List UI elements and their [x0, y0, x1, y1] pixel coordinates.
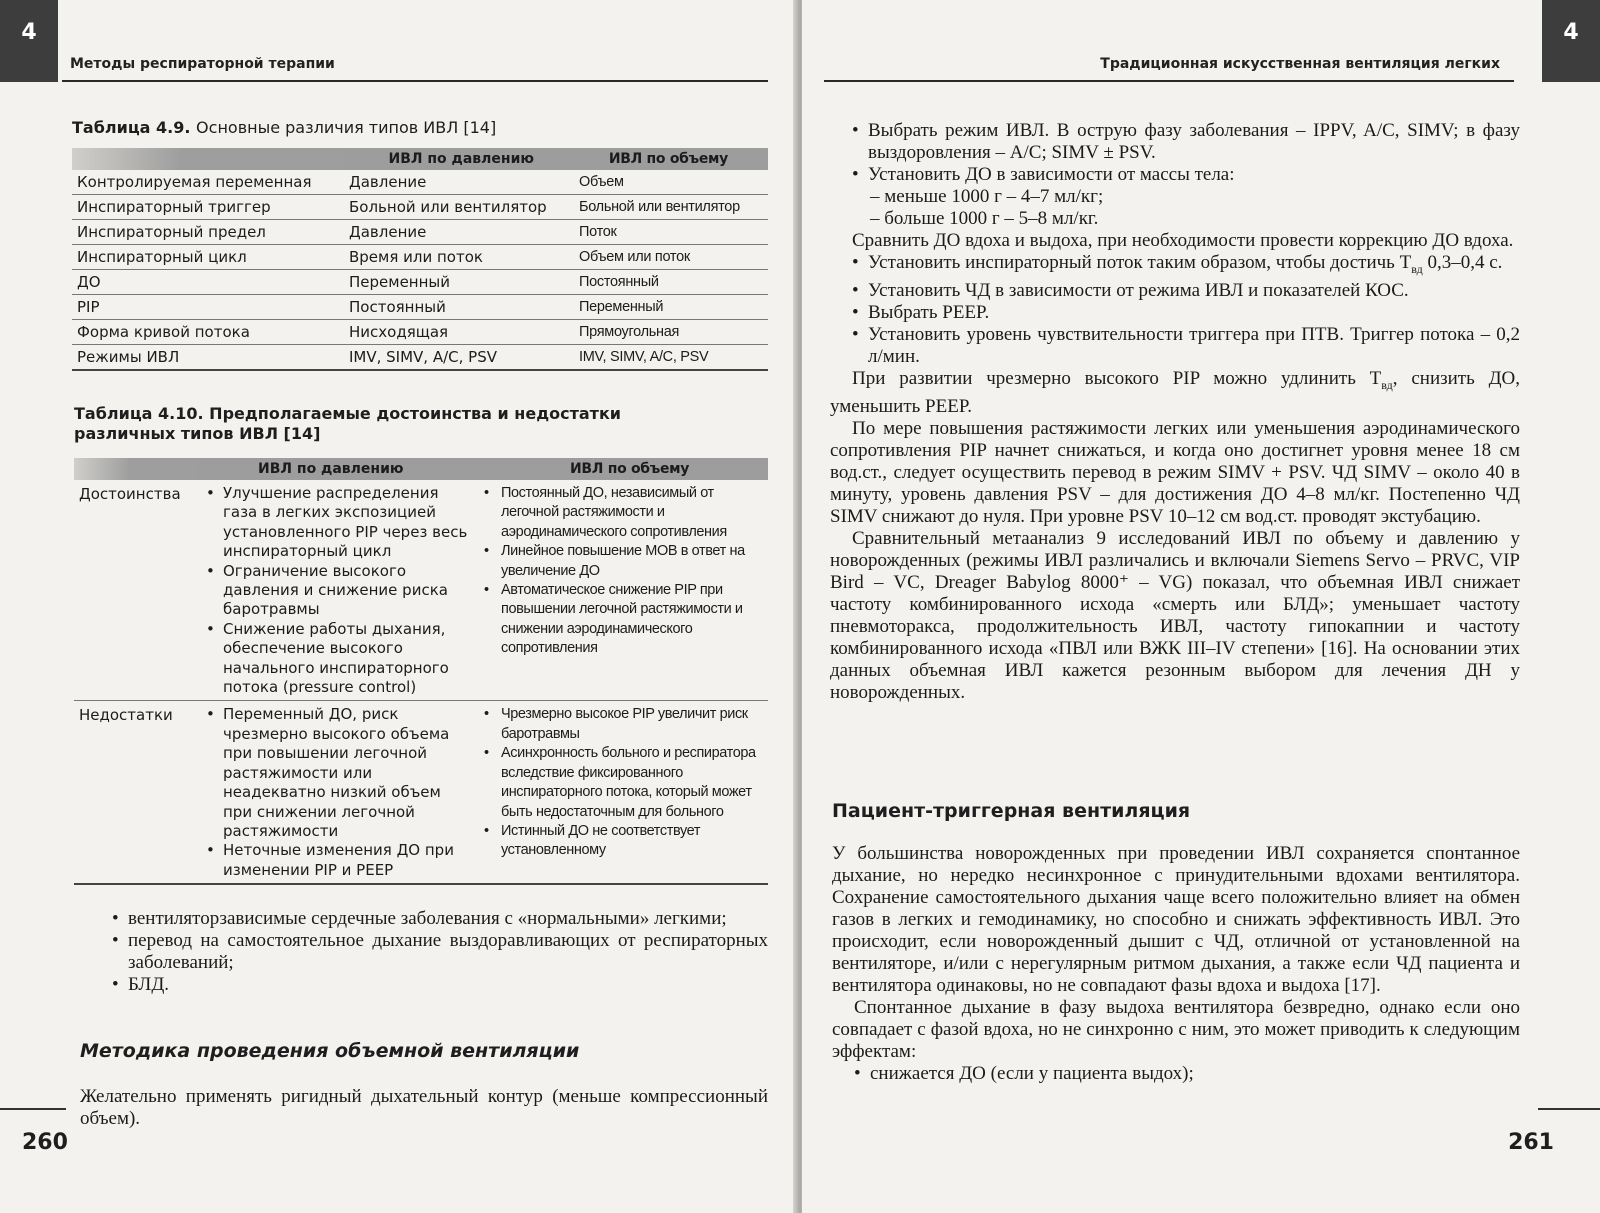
list-item: • Улучшение распределения газа в легких экспозицией установленного PIP через весь инспираторный цикл: [223, 484, 471, 562]
adv-pressure-list: [203, 484, 471, 697]
list-item: • перевод на самостоятельное дыхание выздоравливающих от респираторных заболеваний;: [128, 930, 768, 974]
table-row: Инспираторный триггер Больной или вентилятор Больной или вентилятор: [72, 195, 768, 220]
page-number: 261: [1508, 1130, 1554, 1155]
adv-volume-list: [481, 484, 763, 659]
table-row-disadvantages: [74, 701, 768, 884]
row-label: Достоинства: [79, 485, 181, 503]
right-body-bottom: [832, 843, 1520, 1085]
list-item: • Переменный ДО, риск чрезмерно высокого объема при повышении легочной растяжимости или неадекватно низкий объем при снижении легочной растяжимости: [223, 705, 471, 841]
running-head: Традиционная искусственная вентиляция легких: [1100, 56, 1500, 72]
chapter-number: 4: [21, 20, 37, 45]
table-4-9: [72, 148, 768, 371]
col-header-pressure: ИВЛ по давлению: [198, 458, 476, 480]
section-heading: Методика проведения объемной вентиляции: [80, 1040, 580, 1062]
list-item: • Снижение работы дыхания, обеспечение высокого начального инспираторного потока (pressure control): [223, 620, 471, 698]
table-header-row: [74, 458, 768, 480]
list-item: • БЛД.: [128, 974, 768, 996]
table-title-line2: различных типов ИВЛ [14]: [74, 424, 321, 443]
chapter-number-tab: [0, 0, 58, 82]
footer-rule: [0, 1108, 66, 1110]
table-row: Инспираторный цикл Время или поток Объем или поток: [72, 245, 768, 270]
list-item: • Установить ДО в зависимости от массы тела:: [868, 164, 1520, 186]
list-item: • вентиляторзависимые сердечные заболевания с «нормальными» легкими;: [128, 908, 768, 930]
table-row-advantages: [74, 480, 768, 701]
left-page: [0, 0, 798, 1213]
table-row: ДО Переменный Постоянный: [72, 270, 768, 295]
paragraph: Сравнительный метаанализ 9 исследований ИВЛ по объему и давлению у новорожденных (режимы ИВЛ различались и включали Siemens Servo – PRVC, VIP Bird – VC, Dreager Babylog 8000⁺ – VG) показал, что объемная ИВЛ снижает частоту комбинированного исхода «смерть или БЛД»; уменьшает частоту пневмоторакса, продолжительность ИВЛ, частоту гипокапнии и частоту комбинированного исхода «ПВЛ или ВЖК III–IV степени» [16]. На основании этих данных объемная ИВЛ кажется резонным выбором для лечения ДН у новорожденных.: [830, 527, 1520, 703]
table-row: Инспираторный предел Давление Поток: [72, 220, 768, 245]
dash-item: – меньше 1000 г – 4–7 мл/кг;: [870, 186, 1104, 207]
paragraph: Сравнить ДО вдоха и выдоха, при необходимости провести коррекцию ДО вдоха.: [852, 230, 1514, 251]
table-4-9-caption: [72, 118, 496, 138]
dis-pressure-list: [203, 705, 471, 880]
footer-rule: [1538, 1108, 1600, 1110]
paragraph: По мере повышения растяжимости легких или уменьшения аэродинамического сопротивления PIP начнет снижаться, и когда оно достигнет уровня менее 18 см вод.ст., следует осуществить перевод в режим SIMV + PSV. ЧД SIMV – около 40 в минуту, уровень давления PSV – для достижения ДО 4–8 мл/кг. Постепенно ЧД SIMV снижают до нуля. При уровне PSV 10–12 см вод.ст. проводят экстубацию.: [830, 417, 1520, 527]
chapter-number: 4: [1563, 20, 1579, 45]
col-header-volume: ИВЛ по объему: [476, 458, 768, 480]
paragraph: При развитии чрезмерно высокого PIP можно удлинить $T_{вд}$, снизить ДО, уменьшить PEEP.: [830, 367, 1521, 417]
col-header-pressure: ИВЛ по давлению: [344, 148, 574, 170]
list-item: • Автоматическое снижение PIP при повышении легочной растяжимости и снижении аэродинамического сопротивления: [501, 581, 763, 659]
col-header-volume: ИВЛ по объему: [574, 148, 768, 170]
list-item: • Истинный ДО не соответствует установленному: [501, 822, 763, 861]
table-row: Контролируемая переменная Давление Объем: [72, 170, 768, 195]
table-label: Таблица 4.10.: [74, 404, 204, 423]
paragraph: Спонтанное дыхание в фазу выдоха вентилятора безвредно, однако если оно совпадает с фазой вдоха, но не синхронно с ним, это может приводить к следующим эффектам:: [832, 997, 1520, 1062]
table-row: PIP Постоянный Переменный: [72, 295, 768, 320]
list-item: • Неточные изменения ДО при изменении PIP и PEEP: [223, 841, 471, 880]
list-item: • Выбрать PEEP.: [868, 302, 1520, 324]
list-item: • Ограничение высокого давления и снижение риска баротравмы: [223, 562, 471, 620]
table-title: Основные различия типов ИВЛ [14]: [196, 118, 497, 137]
running-head: Методы респираторной терапии: [70, 56, 335, 72]
list-item: • Постоянный ДО, независимый от легочной растяжимости и аэродинамического сопротивления: [501, 484, 763, 542]
table-4-10-caption: [74, 404, 621, 444]
right-body-top: [830, 120, 1520, 704]
list-item: • Установить уровень чувствительности триггера при ПТВ. Триггер потока – 0,2 л/мин.: [868, 324, 1520, 368]
list-item: • снижается ДО (если у пациента выдох);: [870, 1063, 1520, 1085]
table-4-10: [74, 458, 768, 885]
left-bullet-list: [90, 908, 768, 996]
table-row: Форма кривой потока Нисходящая Прямоугольная: [72, 320, 768, 345]
list-item: • Линейное повышение МОВ в ответ на увеличение ДО: [501, 542, 763, 581]
header-rule: [62, 80, 768, 82]
section-text: Желательно применять ригидный дыхательный контур (меньше компрессионный объем).: [80, 1086, 768, 1129]
paragraph: У большинства новорожденных при проведении ИВЛ сохраняется спонтанное дыхание, но нередко несинхронное с принудительными вдохами вентилятора. Сохранение самостоятельного дыхания чаще всего положительно влияет на обмен газов в легких и гемодинамику, но способно и снижать эффективность ИВЛ. Это происходит, если новорожденный дышит с ЧД, отличной от установленной на вентиляторе, и/или с нерегулярным ритмом дыхания, а также если ЧД пациента и вентилятора одинаковы, но не совпадают фазы вдоха и выдоха [17].: [832, 843, 1520, 996]
table-label: Таблица 4.9.: [72, 118, 191, 137]
list-item: • Асинхронность больного и респиратора вследствие фиксированного инспираторного потока, который может быть недостаточным для больного: [501, 744, 763, 822]
section-heading: Пациент-триггерная вентиляция: [832, 800, 1191, 822]
dash-item: – больше 1000 г – 5–8 мл/кг.: [870, 208, 1099, 229]
table-header-row: [72, 148, 768, 170]
header-rule: [824, 80, 1514, 82]
list-item: • Чрезмерно высокое PIP увеличит риск баротравмы: [501, 705, 763, 744]
list-item: • Выбрать режим ИВЛ. В острую фазу заболевания – IPPV, A/C, SIMV; в фазу выздоровления – A/C; SIMV ± PSV.: [868, 120, 1520, 164]
right-page: [802, 0, 1600, 1213]
page-number: 260: [22, 1130, 68, 1155]
table-title-line1: Предполагаемые достоинства и недостатки: [209, 404, 622, 423]
chapter-number-tab: [1542, 0, 1600, 82]
list-item: • Установить инспираторный поток таким образом, чтобы достичь $T_{вд}$ 0,3–0,4 с.: [868, 252, 1520, 280]
list-item: • Установить ЧД в зависимости от режима ИВЛ и показателей КОС.: [868, 280, 1520, 302]
row-label: Недостатки: [74, 701, 198, 884]
dis-volume-list: [481, 705, 763, 860]
table-row: Режимы ИВЛ IMV, SIMV, A/C, PSV IMV, SIMV, A/C, PSV: [72, 345, 768, 371]
